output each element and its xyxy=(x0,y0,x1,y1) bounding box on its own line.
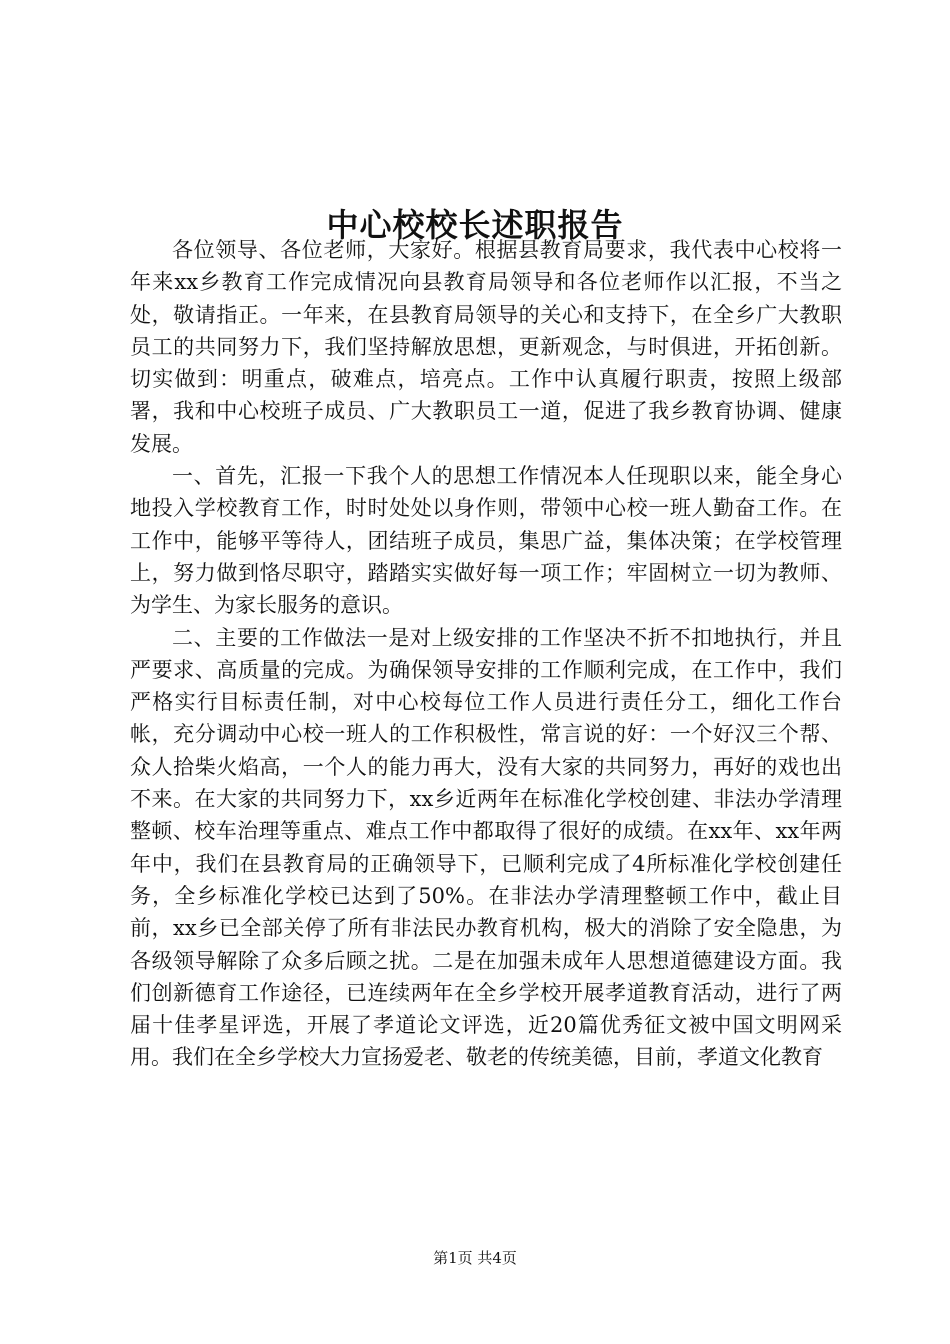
page-number-footer: 第1页 共4页 xyxy=(433,1249,517,1267)
document-title: 中心校校长述职报告 xyxy=(326,206,624,245)
document-body xyxy=(130,234,842,1074)
paragraph: 各位领导、各位老师，大家好。根据县教育局要求，我代表中心校将一年来xx乡教育工作完成情况向县教育局领导和各位老师作以汇报，不当之处，敬请指正。一年来，在县教育局领导的关心和支持下，在全乡广大教职员工的共同努力下，我们坚持解放思想，更新观念，与时俱进，开拓创新。切实做到：明重点，破难点，培亮点。工作中认真履行职责，按照上级部署，我和中心校班子成员、广大教职员工一道，促进了我乡教育协调、健康发展。 xyxy=(130,238,842,456)
paragraph: 一、首先，汇报一下我个人的思想工作情况本人任现职以来，能全身心地投入学校教育工作，时时处处以身作则，带领中心校一班人勤奋工作。在工作中，能够平等待人，团结班子成员，集思广益，集体决策；在学校管理上，努力做到恪尽职守，踏踏实实做好每一项工作；牢固树立一切为教师、为学生、为家长服务的意识。 xyxy=(130,464,842,618)
paragraph: 二、主要的工作做法一是对上级安排的工作坚决不折不扣地执行，并且严要求、高质量的完成。为确保领导安排的工作顺利完成，在工作中，我们严格实行目标责任制，对中心校每位工作人员进行责任分工，细化工作台帐，充分调动中心校一班人的工作积极性，常言说的好：一个好汉三个帮、众人拾柴火焰高，一个人的能力再大，没有大家的共同努力，再好的戏也出不来。在大家的共同努力下，xx乡近两年在标准化学校创建、非法办学清理整顿、校车治理等重点、难点工作中都取得了很好的成绩。在xx年、xx年两年中，我们在县教育局的正确领导下，已顺利完成了4所标准化学校创建任务，全乡标准化学校已达到了50%。在非法办学清理整顿工作中，截止目前，xx乡已全部关停了所有非法民办教育机构，极大的消除了安全隐患，为各级领导解除了众多后顾之扰。二是在加强未成年人思想道德建设方面。我们创新德育工作途径，已连续两年在全乡学校开展孝道教育活动，进行了两届十佳孝星评选，开展了孝道论文评选，近20篇优秀征文被中国文明网采用。我们在全乡学校大力宣扬爱老、敬老的传统美德，目前，孝道文化教育 xyxy=(130,625,842,1070)
